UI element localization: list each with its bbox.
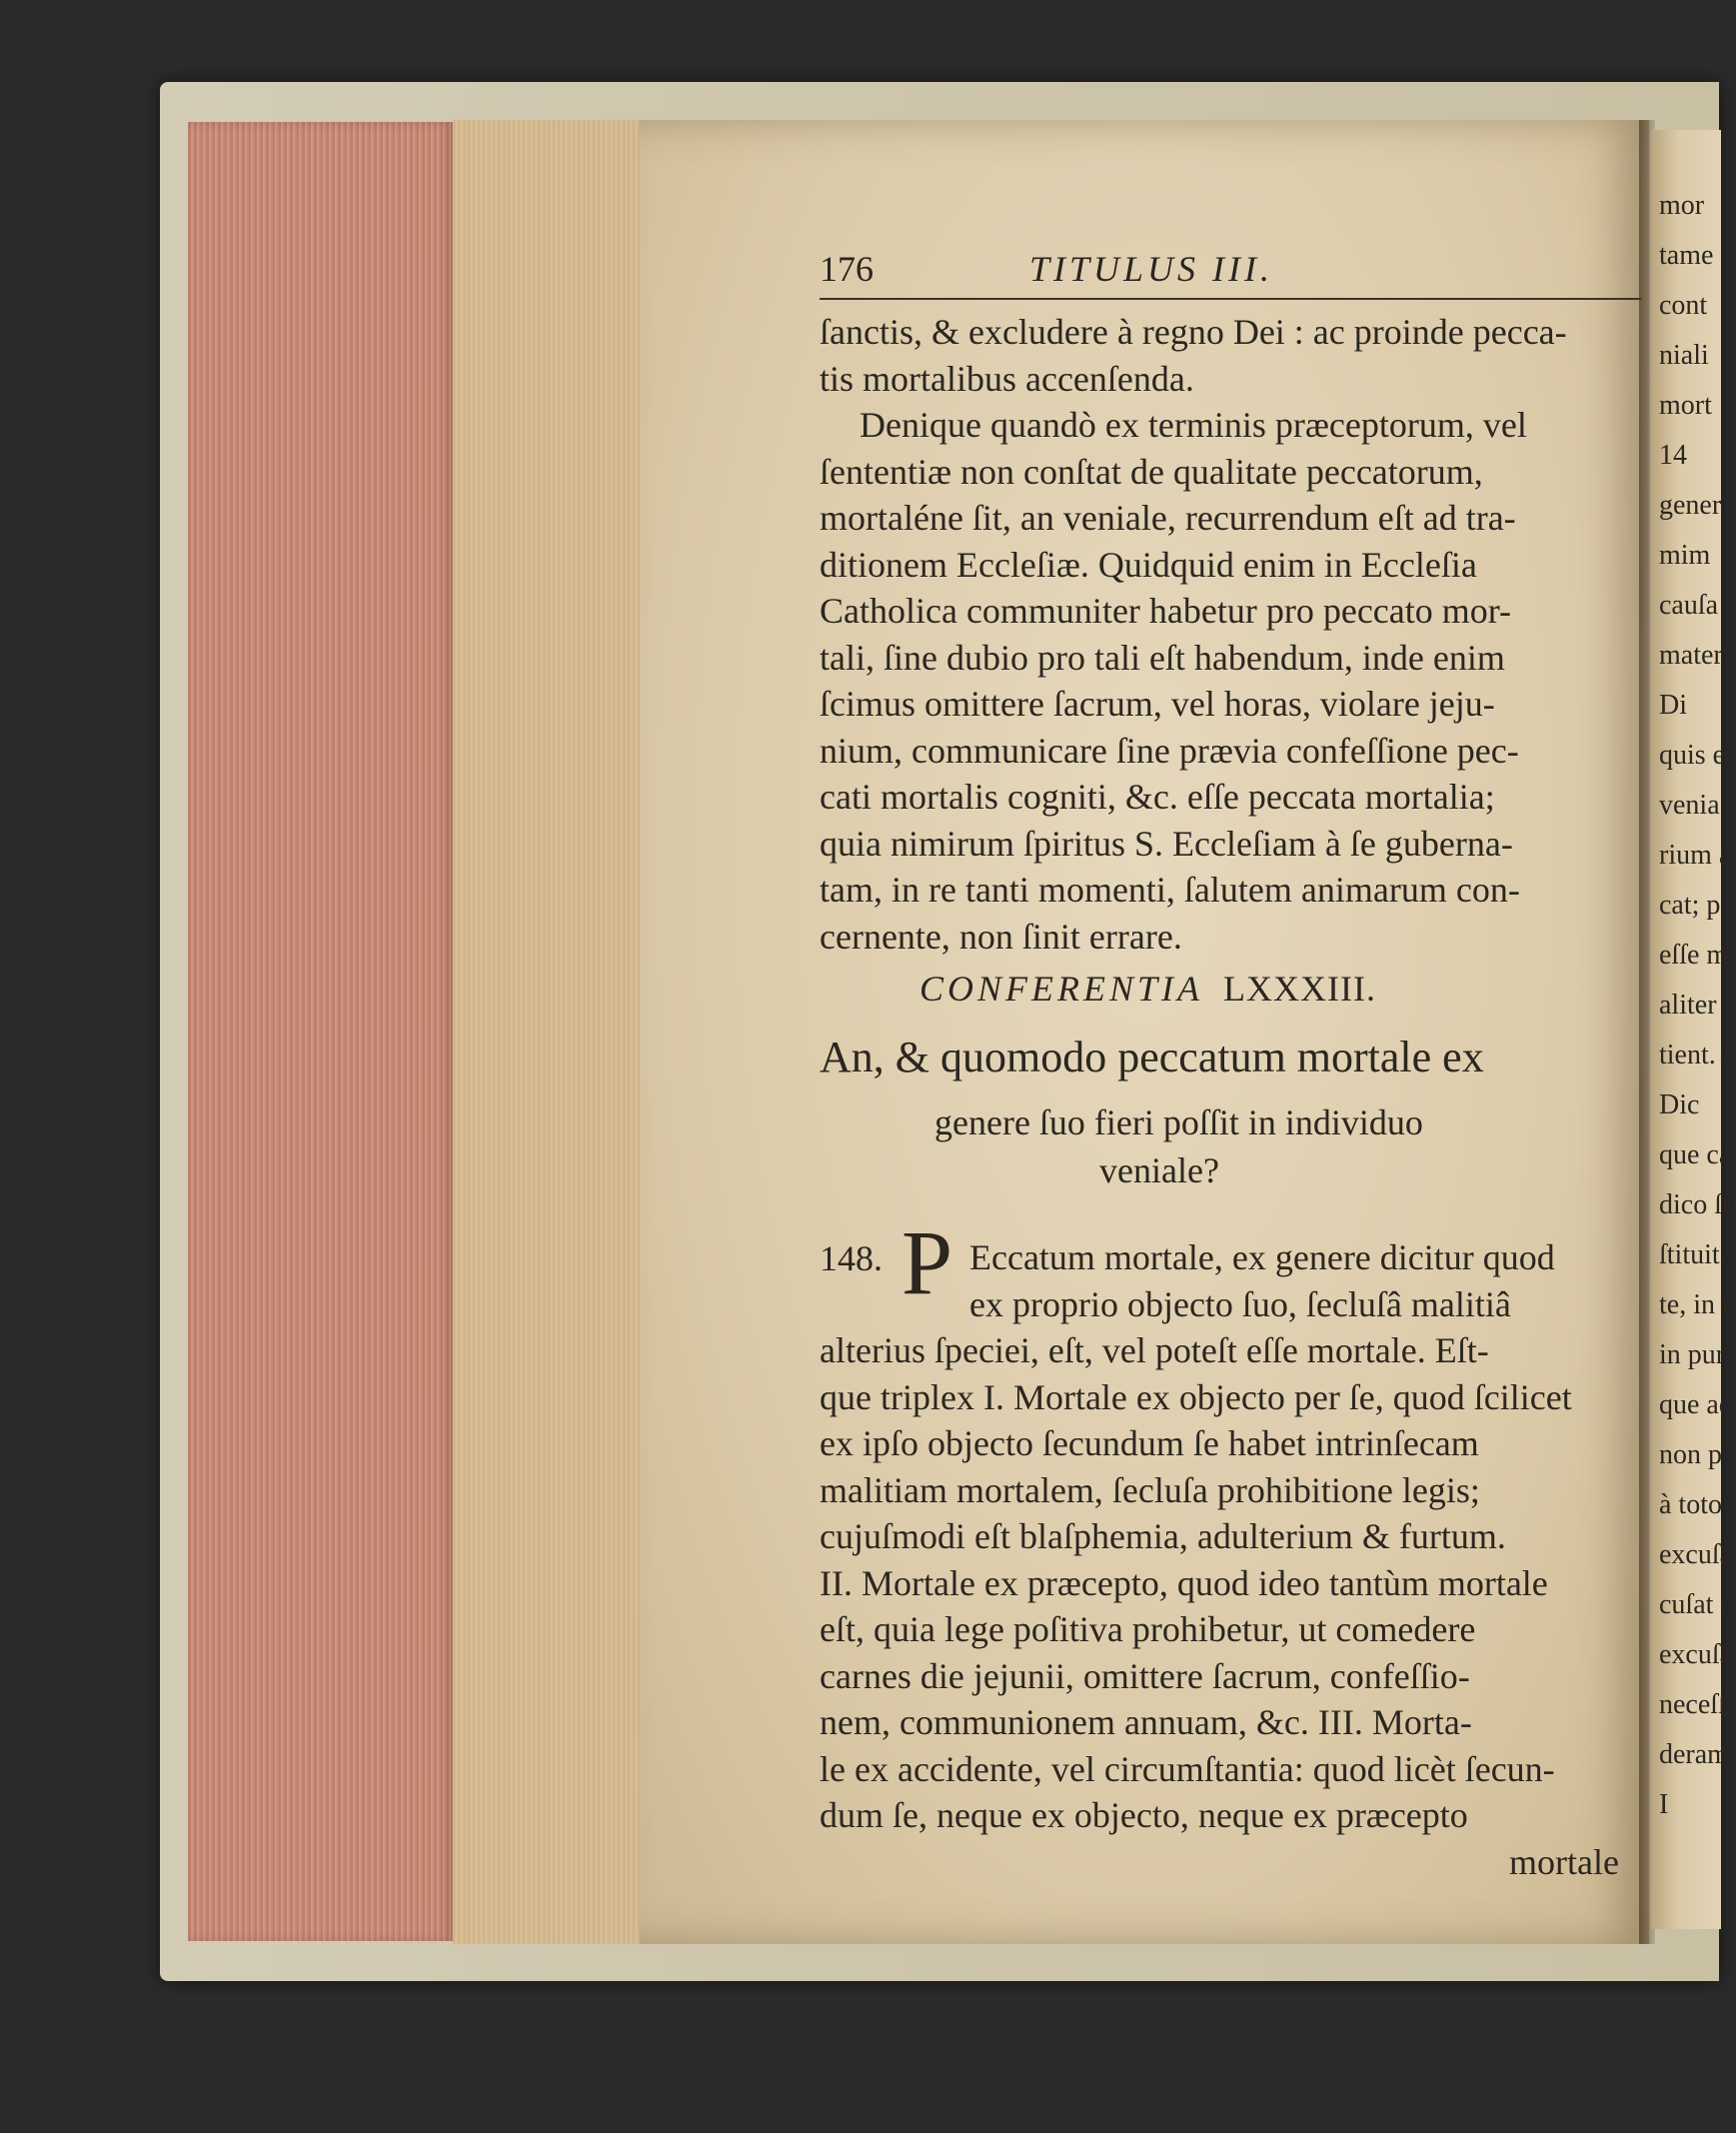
right-fragment: à toto	[1659, 1489, 1722, 1520]
drop-cap: P	[901, 1211, 953, 1313]
right-fragment: cat; p	[1659, 890, 1721, 921]
top-text-line: ſcimus omittere ſacrum, vel horas, violare jeju-	[820, 684, 1495, 724]
right-fragment: 14	[1659, 440, 1687, 471]
left-page	[640, 120, 1649, 1944]
top-text-line: tali, ſine dubio pro tali eſt habendum, inde enim	[820, 637, 1505, 678]
body-text-line: eſt, quia lege poſitiva prohibetur, ut comedere	[820, 1609, 1476, 1649]
right-fragment: Di	[1659, 690, 1687, 721]
right-fragment: mort	[1659, 390, 1712, 421]
right-fragment: eſſe m	[1659, 940, 1729, 971]
right-fragment: niali	[1659, 340, 1709, 371]
top-text-line: Catholica communiter habetur pro peccato mor-	[820, 591, 1512, 631]
right-fragment: excuſa	[1659, 1539, 1733, 1570]
top-text-line: ſanctis, & excludere à regno Dei : ac proinde pecca-	[820, 312, 1567, 352]
question-line-1: An, & quomodo peccatum mortale ex	[820, 1033, 1484, 1081]
right-fragment: rium a	[1659, 840, 1732, 871]
body-text-line: alterius ſpeciei, eſt, vel poteſt eſſe mortale. Eſt-	[820, 1330, 1489, 1370]
top-text-line: quia nimirum ſpiritus S. Eccleſiam à ſe guberna-	[820, 823, 1513, 864]
body-text-line: ex ipſo objecto ſecundum ſe habet intrinſecam	[820, 1423, 1479, 1463]
top-text-line: ditionem Eccleſiæ. Quidquid enim in Eccleſia	[820, 544, 1477, 585]
body-text-line: que triplex I. Mortale ex objecto per ſe, quod ſcilicet	[820, 1376, 1572, 1417]
conference-heading	[919, 968, 1376, 1010]
question-line-2: genere ſuo fieri poſſit in individuo	[934, 1102, 1423, 1142]
right-fragment: gener	[1659, 490, 1722, 521]
top-text-line: tis mortalibus accenſenda.	[820, 358, 1194, 399]
right-fragment: ſtituit.	[1659, 1239, 1727, 1270]
question-line-3: veniale?	[1099, 1150, 1219, 1190]
top-text-line: cernente, non ſinit errare.	[820, 916, 1182, 957]
paragraph-number: 148.	[820, 1238, 882, 1278]
top-text-line: mortaléne ſit, an veniale, recurrendum eſt ad tra-	[820, 498, 1516, 538]
running-header	[820, 248, 1479, 292]
right-fragment: Dic	[1659, 1089, 1700, 1120]
right-fragment: tame	[1659, 240, 1714, 271]
right-fragment: aliter	[1659, 990, 1717, 1021]
right-fragment: mim	[1659, 540, 1711, 571]
right-fragment: non p	[1659, 1439, 1722, 1470]
page-number: 176	[820, 249, 873, 289]
top-text-line: Denique quandò ex terminis præceptorum, vel	[860, 405, 1527, 445]
right-fragment: mater	[1659, 640, 1723, 671]
right-fragment: I	[1659, 1789, 1669, 1820]
right-fragment: in pur	[1659, 1339, 1726, 1370]
body-text-line: malitiam mortalem, ſecluſa prohibitione legis;	[820, 1469, 1480, 1510]
body-text-line: carnes die jejunii, omittere ſacrum, confeſſio-	[820, 1655, 1470, 1696]
right-fragment: mor	[1659, 190, 1705, 221]
body-text-line: cujuſmodi eſt blaſphemia, adulterium & furtum.	[820, 1516, 1506, 1556]
right-fragment: tient. e	[1659, 1040, 1736, 1070]
page-edges-tan	[453, 120, 643, 1944]
right-fragment: que ca	[1659, 1139, 1732, 1170]
body-text-line: nem, communionem annuam, &c. III. Morta-	[820, 1702, 1472, 1742]
right-fragment: cauſa	[1659, 590, 1719, 621]
right-fragment: te, in r	[1659, 1289, 1732, 1320]
right-fragment: cuſat o	[1659, 1589, 1735, 1620]
right-fragment: neceſſi	[1659, 1689, 1734, 1720]
top-text-line: nium, communicare ſine prævia confeſſione pec-	[820, 730, 1519, 771]
top-text-line: ſententiæ non conſtat de qualitate peccatorum,	[820, 451, 1483, 492]
body-text-line: le ex accidente, vel circumſtantia: quod licèt ſecun-	[820, 1748, 1555, 1789]
body-text-line: dum ſe, neque ex objecto, neque ex præcepto	[820, 1795, 1468, 1835]
page-edges-red	[188, 122, 453, 1941]
right-fragment: dico ſu	[1659, 1189, 1736, 1220]
body-text-line: mortale	[1509, 1841, 1619, 1882]
right-fragment: quis e	[1659, 740, 1726, 771]
right-fragment: venia	[1659, 790, 1720, 821]
right-fragment: que ad	[1659, 1389, 1733, 1420]
body-text-line: II. Mortale ex præcepto, quod ideo tantùm mortale	[820, 1562, 1548, 1603]
running-title: TITULUS III.	[1029, 249, 1274, 289]
body-text-line: Eccatum mortale, ex genere dicitur quod	[969, 1237, 1555, 1277]
right-page-edge	[1651, 130, 1736, 1929]
right-fragment: cont	[1659, 290, 1708, 321]
header-rule	[820, 298, 1641, 300]
right-fragment: excuſa	[1659, 1639, 1733, 1670]
top-text-line: tam, in re tanti momenti, ſalutem animarum con-	[820, 870, 1520, 910]
right-fragment: deram	[1659, 1739, 1729, 1770]
conference-number: LXXXIII.	[1223, 969, 1376, 1009]
body-text-line: ex proprio objecto ſuo, ſecluſâ malitiâ	[969, 1283, 1511, 1324]
top-text-line: cati mortalis cogniti, &c. eſſe peccata mortalia;	[820, 777, 1495, 817]
conference-word: CONFERENTIA	[919, 969, 1203, 1009]
